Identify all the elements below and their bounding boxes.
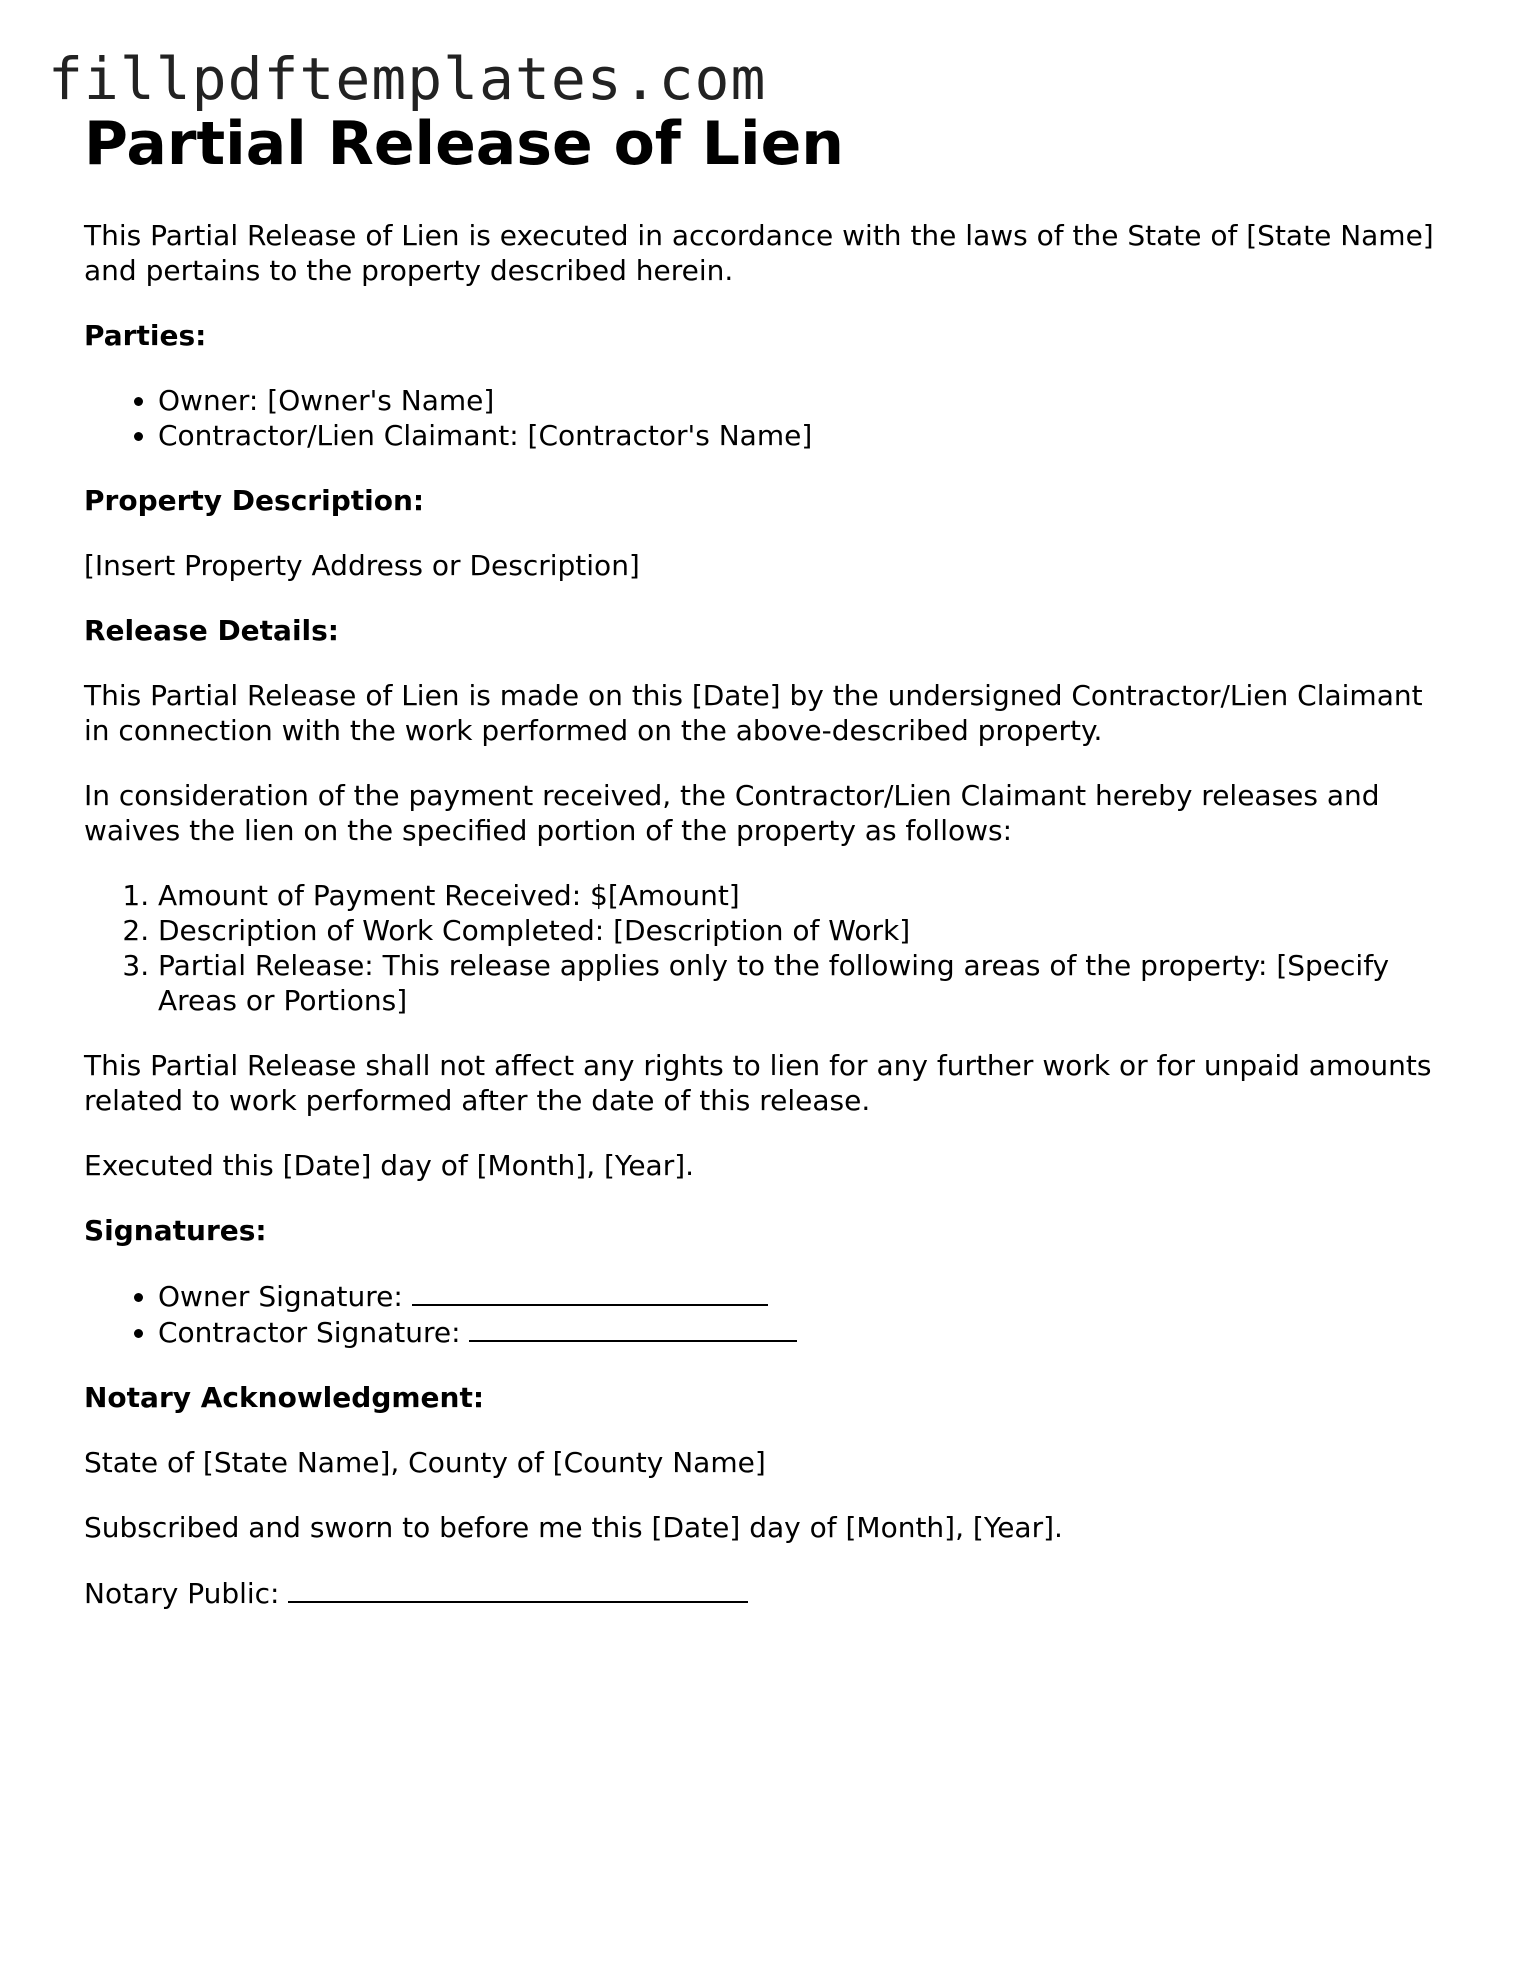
intro-paragraph: This Partial Release of Lien is executed in accordance with the laws of the State of [State Name] and pertains to the property described herein.	[84, 219, 1434, 287]
release-paragraph-3: This Partial Release shall not affect any rights to lien for any further work or for unpaid amounts related to work performed after the date of this release.	[84, 1049, 1432, 1117]
contractor-signature-line[interactable]	[469, 1314, 797, 1342]
document-title: Partial Release of Lien	[84, 109, 844, 179]
release-item-work: 2. Description of Work Completed: [Description of Work]	[158, 913, 1444, 948]
owner-signature-item	[158, 1278, 1444, 1314]
executed-line: Executed this [Date] day of [Month], [Year].	[84, 1149, 695, 1182]
release-paragraph-1: This Partial Release of Lien is made on this [Date] by the undersigned Contractor/Lien Claimant in connection with the work performed on the above-described property.	[84, 679, 1423, 747]
owner-signature-line[interactable]	[412, 1278, 768, 1306]
party-contractor: • Contractor/Lien Claimant: [Contractor's Name]	[158, 418, 1444, 453]
contractor-signature-label: Contractor Signature:	[158, 1316, 461, 1349]
property-heading: Property Description:	[84, 484, 425, 517]
signatures-heading: Signatures:	[84, 1214, 267, 1247]
document-body	[84, 104, 1444, 1611]
notary-public-line[interactable]	[288, 1575, 748, 1603]
notary-state-county: State of [State Name], County of [County Name]	[84, 1446, 766, 1479]
party-owner: • Owner: [Owner's Name]	[158, 383, 1444, 418]
notary-public-item	[84, 1575, 1444, 1611]
release-paragraph-2: In consideration of the payment received, the Contractor/Lien Claimant hereby releases and waives the lien on the specified portion of the property as follows:	[84, 779, 1380, 847]
watermark-text: fillpdftemplates.com	[48, 45, 767, 113]
notary-public-label: Notary Public:	[84, 1577, 280, 1610]
owner-signature-label: Owner Signature:	[158, 1280, 403, 1313]
notary-heading: Notary Acknowledgment:	[84, 1381, 485, 1414]
release-item-amount: 1. Amount of Payment Received: $[Amount]	[158, 878, 1444, 913]
release-details-heading: Release Details:	[84, 614, 340, 647]
release-item-partial: 3. Partial Release: This release applies only to the following areas of the property: [Specify Areas or Portions]	[158, 948, 1444, 1018]
property-description: [Insert Property Address or Description]	[84, 549, 640, 582]
signatures-list	[84, 1278, 1444, 1350]
release-items-list	[84, 878, 1444, 1018]
contractor-signature-item	[158, 1314, 1444, 1350]
parties-heading: Parties:	[84, 319, 207, 352]
parties-list	[84, 383, 1444, 453]
notary-sworn-line: Subscribed and sworn to before me this [Date] day of [Month], [Year].	[84, 1511, 1063, 1544]
